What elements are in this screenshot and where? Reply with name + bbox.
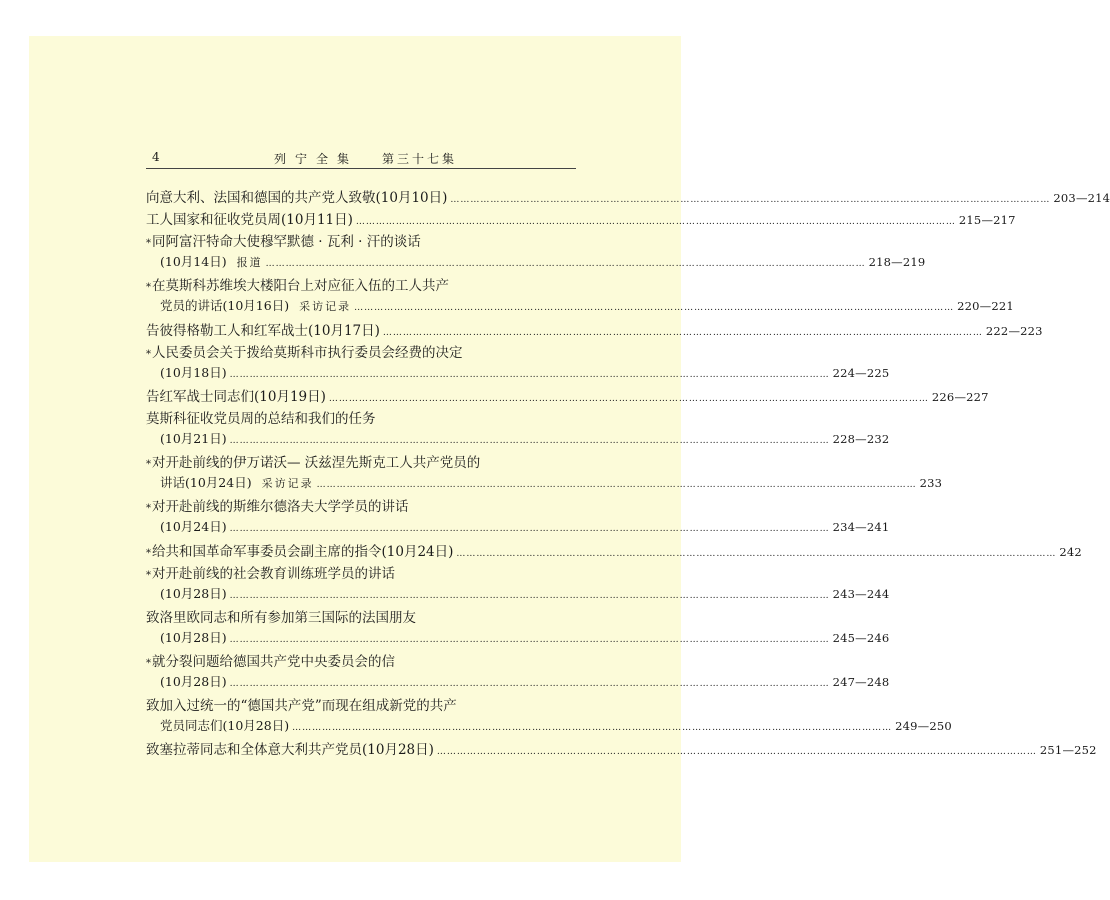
leader-dots: ………………………………………………………………………………………………………………………………………………………………	[265, 259, 866, 270]
entry-title: (10月28日)	[160, 674, 227, 690]
page-range: 220—221	[957, 299, 1014, 314]
toc-line	[146, 319, 1043, 341]
page-number: 4	[152, 150, 160, 164]
leader-dots: ………………………………………………………………………………………………………………………………………………………………	[316, 480, 917, 491]
entry-title: 告红军战士同志们(10月19日)	[146, 388, 326, 405]
leader-dots: ………………………………………………………………………………………………………………………………………………………………	[355, 217, 956, 228]
asterisk-mark: *	[146, 657, 151, 669]
page-range: 233	[919, 476, 943, 491]
entry-title: 对开赴前线的伊万诺沃— 沃兹涅先斯克工人共产党员的	[152, 455, 481, 472]
entry-title: 就分裂问题给德国共产党中央委员会的信	[152, 653, 395, 670]
leader-dots: ………………………………………………………………………………………………………………………………………………………………	[229, 436, 830, 447]
toc-line	[146, 694, 576, 716]
page-range: 245—246	[832, 630, 890, 645]
entry-title: (10月28日)	[160, 629, 227, 645]
entry-title: 讲话(10月24日)	[160, 475, 252, 491]
toc-line	[146, 385, 989, 407]
toc-line	[146, 584, 890, 606]
page-range: 249—250	[895, 719, 952, 734]
entry-title: 工人国家和征收党员周(10月11日)	[146, 212, 353, 229]
entry-title: (10月24日)	[160, 519, 227, 535]
page-range: 218—219	[868, 255, 926, 270]
entry-title: (10月21日)	[160, 431, 227, 447]
leader-dots: ………………………………………………………………………………………………………………………………………………………………	[229, 590, 830, 601]
page-range: 242	[1059, 544, 1082, 559]
entry-title: 致塞拉蒂同志和全体意大利共产党员(10月28日)	[146, 742, 434, 759]
volume-label: 第三十七集	[382, 152, 458, 166]
book-title: 列宁全集	[274, 152, 359, 166]
leader-dots: ………………………………………………………………………………………………………………………………………………………………	[450, 195, 1051, 205]
toc-line	[146, 230, 576, 252]
entry-note: 报道	[236, 256, 263, 270]
entry-title: 人民委员会关于拨给莫斯科市执行委员会经费的决定	[152, 344, 463, 361]
running-header	[146, 148, 576, 169]
toc-line	[146, 562, 576, 584]
page-range: 203—214	[1053, 191, 1110, 205]
entry-note: 采访记录	[299, 300, 352, 314]
toc-line	[146, 540, 1082, 562]
entry-title: (10月18日)	[160, 364, 227, 380]
toc-line	[146, 628, 890, 650]
toc-line	[146, 517, 890, 539]
asterisk-mark: *	[146, 282, 151, 294]
page-range: 243—244	[832, 586, 890, 601]
entry-title: 向意大利、法国和德国的共产党人致敬(10月10日)	[146, 190, 448, 206]
asterisk-mark: *	[146, 459, 151, 471]
entry-title: 党员的讲话(10月16日)	[160, 298, 290, 314]
toc-line	[146, 650, 576, 672]
page-range: 234—241	[832, 520, 890, 535]
leader-dots: ………………………………………………………………………………………………………………………………………………………………	[436, 747, 1037, 758]
toc-line	[146, 274, 576, 296]
entry-title: 致洛里欧同志和所有参加第三国际的法国朋友	[146, 609, 416, 626]
toc-line	[146, 451, 576, 473]
leader-dots: ………………………………………………………………………………………………………………………………………………………………	[229, 634, 830, 645]
asterisk-mark: *	[146, 238, 151, 250]
leader-dots: ………………………………………………………………………………………………………………………………………………………………	[382, 327, 983, 338]
toc-line	[146, 429, 890, 451]
toc-line	[146, 341, 576, 363]
page-range: 247—248	[832, 675, 890, 690]
leader-dots: ………………………………………………………………………………………………………………………………………………………………	[328, 393, 929, 404]
toc-line	[146, 473, 943, 495]
asterisk-mark: *	[146, 348, 151, 360]
leader-dots: ………………………………………………………………………………………………………………………………………………………………	[229, 369, 830, 380]
toc-line	[146, 716, 952, 738]
entry-note: 采访记录	[261, 477, 314, 491]
entry-title: 给共和国革命军事委员会副主席的指令(10月24日)	[152, 543, 454, 560]
page-range: 228—232	[832, 432, 890, 447]
toc-line	[146, 672, 890, 694]
leader-dots: ………………………………………………………………………………………………………………………………………………………………	[456, 548, 1057, 559]
toc-line	[146, 363, 890, 385]
asterisk-mark: *	[146, 503, 151, 515]
page-range: 251—252	[1039, 743, 1097, 758]
leader-dots: ………………………………………………………………………………………………………………………………………………………………	[292, 723, 893, 734]
page-range: 215—217	[958, 213, 1016, 228]
table-of-contents	[146, 186, 1110, 760]
toc-line	[146, 407, 576, 429]
page-range: 224—225	[832, 365, 890, 380]
toc-line	[146, 738, 1097, 760]
entry-title: 莫斯科征收党员周的总结和我们的任务	[146, 410, 376, 427]
toc-line	[146, 296, 1014, 318]
leader-dots: ………………………………………………………………………………………………………………………………………………………………	[229, 524, 830, 535]
entry-title: 在莫斯科苏维埃大楼阳台上对应征入伍的工人共产	[152, 278, 449, 295]
entry-title: 致加入过统一的“德国共产党”而现在组成新党的共产	[146, 698, 457, 715]
leader-dots: ………………………………………………………………………………………………………………………………………………………………	[354, 303, 955, 314]
toc-line	[146, 252, 926, 274]
toc-line	[146, 186, 1110, 208]
asterisk-mark: *	[146, 547, 151, 559]
page-range: 222—223	[985, 323, 1043, 338]
entry-title: 对开赴前线的斯维尔德洛夫大学学员的讲话	[152, 499, 409, 516]
entry-title: 对开赴前线的社会教育训练班学员的讲话	[152, 565, 395, 582]
page-range: 226—227	[931, 389, 989, 404]
toc-line	[146, 495, 576, 517]
leader-dots: ………………………………………………………………………………………………………………………………………………………………	[229, 679, 830, 690]
entry-title: 党员同志们(10月28日)	[160, 718, 290, 734]
entry-title: (10月28日)	[160, 585, 227, 601]
entry-title: 告彼得格勒工人和红军战士(10月17日)	[146, 322, 380, 339]
entry-title: (10月14日)	[160, 254, 227, 270]
toc-line	[146, 606, 576, 628]
entry-title: 同阿富汗特命大使穆罕默德 · 瓦利 · 汗的谈话	[152, 234, 421, 251]
asterisk-mark: *	[146, 569, 151, 581]
toc-line	[146, 208, 1016, 230]
